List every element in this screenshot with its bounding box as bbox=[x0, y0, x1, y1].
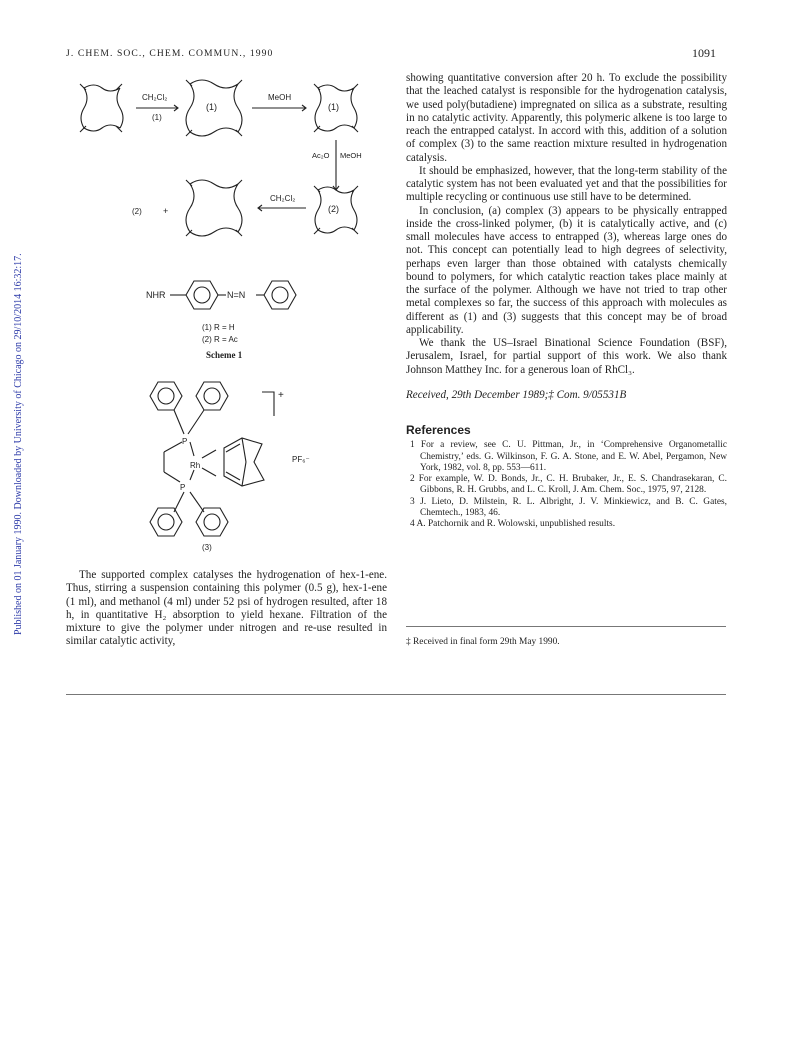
label-p-bottom: P bbox=[180, 483, 186, 492]
download-notice-text: Published on 01 January 1990. Downloaded by University of Chicago on 29/10/2014 16:32:17. bbox=[13, 253, 24, 635]
definition-2: (2) R = Ac bbox=[202, 335, 238, 344]
complex-3-structure bbox=[150, 382, 274, 536]
running-head: J. CHEM. SOC., CHEM. COMMUN., 1990 bbox=[66, 48, 274, 59]
polymer-network-empty-regenerated bbox=[186, 180, 242, 236]
label-compound-2: (2) bbox=[132, 207, 142, 216]
phenyl-ring bbox=[196, 382, 228, 410]
aromatic-circle-2 bbox=[272, 287, 288, 303]
label-ch2cl2-bottom: CH₂Cl₂ bbox=[270, 194, 296, 203]
right-column bbox=[406, 72, 727, 531]
footnote: ‡ Received in final form 29th May 1990. bbox=[406, 637, 560, 647]
label-complex-3: (3) bbox=[202, 543, 212, 552]
scheme-1-figure bbox=[66, 78, 387, 583]
phenyl-ring bbox=[150, 382, 182, 410]
reference-item: 4 A. Patchornik and R. Wolowski, unpublished results. bbox=[410, 519, 616, 530]
paragraph: We thank the US–Israel Binational Science Foundation (BSF), Jerusalem, Israel, for partial support of this work. We also thank Johnson Matthey Inc. for a generous loan of RhCl₃. bbox=[406, 337, 727, 376]
label-reagent-1: (1) bbox=[152, 113, 162, 122]
phenyl-ring bbox=[150, 508, 182, 536]
reference-item: 1 For a review, see C. U. Pittman, Jr., in ‘Comprehensive Organometallic Chemistry,’ eds. G. Wilkinson, F. G. A. Stone, and E. W. Abel, Pergamon, New York, 1982, vol. 8, pp. 553—611. bbox=[410, 440, 727, 473]
page-number: 1091 bbox=[692, 46, 716, 60]
aromatic-circle-1 bbox=[194, 287, 210, 303]
label-ac2o: Ac₂O bbox=[312, 151, 330, 160]
left-column-text bbox=[66, 569, 387, 649]
polymer-network-empty bbox=[80, 84, 123, 132]
label-ch2cl2: CH₂Cl₂ bbox=[142, 93, 168, 102]
label-charge: + bbox=[278, 390, 284, 401]
paragraph: The supported complex catalyses the hydrogenation of hex-1-ene. Thus, stirring a suspension containing this polymer (0.5 g), hex-1-ene (1 ml), and methanol (4 ml) under 52 psi of hydrogen resulted, after 18 h, in quantitative H₂ absorption to yield hexane. Filtration of the mixture to give the polymer under nitrogen and re-use resulted in similar catalytic activity, bbox=[66, 569, 387, 648]
paragraph: In conclusion, (a) complex (3) appears to be physically entrapped inside the cross-linked polymer, (b) it is catalytically active, and (c) small molecules have access to entrapped (3), whereas large ones do not. This concept can potentially lead to high degrees of selectivity, perhaps even larger than those obtained with catalysts chemically bound to polymers, for which catalytic reaction takes place mainly at the surface of the polymer. Although we have not tried to trap other metal complexes so far, the success of this approach with molecules as different as (1) and (3) suggests that this concept may be of broad applicability. bbox=[406, 204, 727, 336]
scheme-1-drawing bbox=[66, 78, 387, 583]
label-nhr: NHR bbox=[146, 290, 166, 300]
scheme-caption: Scheme 1 bbox=[206, 350, 243, 360]
label-azo: N=N bbox=[227, 290, 246, 300]
label-counterion: PF₆⁻ bbox=[292, 455, 310, 464]
paragraph: showing quantitative conversion after 20 h. To exclude the possibility that the leached catalyst is responsible for the hydrogenation catalysis, we used poly(butadiene) impregnated on silica as a substrate, resulting in no catalytic activity. Apparently, this polymeric alkene is too large to reach the entrapped catalyst. In accord with this, addition of a solution of complex (3) to the same reaction mixture resulted in hydrogenation catalysis. bbox=[406, 72, 727, 164]
reference-item: 3 J. Lieto, D. Milstein, R. L. Albright, J. V. Minkiewicz, and B. C. Gates, Chemtech., 1983, 46. bbox=[410, 496, 727, 519]
label-meoh: MeOH bbox=[268, 93, 292, 102]
received-line: Received, 29th December 1989;‡ Com. 9/05531B bbox=[406, 388, 627, 401]
footnote-divider bbox=[406, 626, 726, 627]
label-meoh-vertical: MeOH bbox=[340, 151, 362, 160]
download-notice bbox=[2, 25, 24, 635]
norbornadiene bbox=[224, 438, 264, 486]
phenyl-ring bbox=[196, 508, 228, 536]
label-inside-1b: (1) bbox=[328, 102, 339, 112]
references-heading: References bbox=[406, 423, 471, 437]
reference-item: 2 For example, W. D. Bonds, Jr., C. H. Brubaker, Jr., E. S. Chandrasekaran, C. Gibbons, R. H. Grubbs, and L. C. Kroll, J. Am. Chem. Soc., 1975, 97, 2128. bbox=[410, 474, 727, 496]
definition-1: (1) R = H bbox=[202, 323, 235, 332]
label-plus: + bbox=[163, 206, 169, 216]
label-inside-1a: (1) bbox=[206, 102, 217, 112]
label-inside-2: (2) bbox=[328, 204, 339, 214]
label-p-top: P bbox=[182, 437, 188, 446]
benzene-ring-1 bbox=[186, 281, 218, 309]
paragraph: It should be emphasized, however, that the long-term stability of the catalytic system has not been evaluated yet and that the possibilities for multiple recycling or continuous use still have to be determined. bbox=[406, 164, 727, 204]
label-rh: Rh bbox=[190, 461, 201, 470]
benzene-ring-2 bbox=[264, 281, 296, 309]
page-bottom-rule bbox=[66, 694, 726, 695]
